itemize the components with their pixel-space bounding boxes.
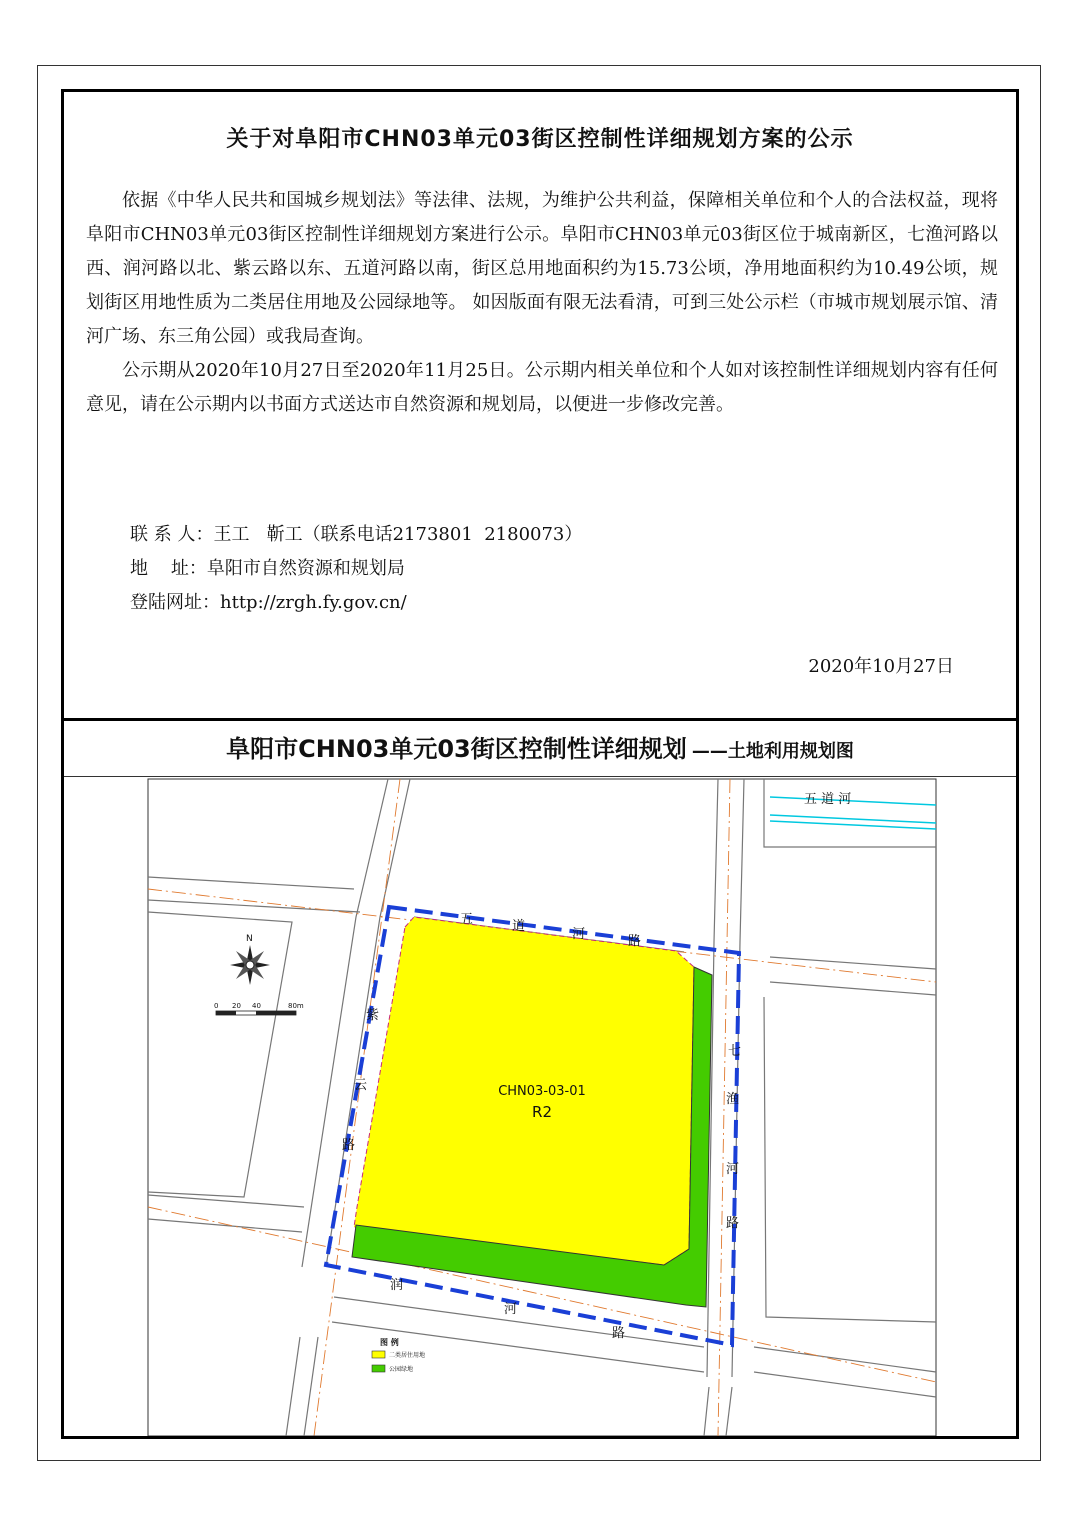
road-west-char-1: 紫	[366, 1008, 380, 1023]
legend-label-residential: 二类居住用地	[389, 1352, 426, 1359]
notice-body	[86, 184, 998, 422]
contact-website: 登陆网址：http://zrgh.fy.gov.cn/	[130, 592, 407, 613]
road-north-char-2: 道	[512, 919, 526, 934]
public-notice	[64, 92, 1016, 718]
map-title: 阜阳市CHN03单元03街区控制性详细规划	[226, 735, 687, 763]
notice-date: 2020年10月27日	[808, 656, 954, 677]
road-west-char-2: 云	[354, 1078, 368, 1093]
road-north-char-1: 五	[460, 912, 474, 927]
contact-person: 联 系 人：王工 靳工（联系电话2173801 2180073）	[130, 524, 583, 545]
notice-paragraph-2: 公示期从2020年10月27日至2020年11月25日。公示期内相关单位和个人如对该控制性详细规划内容有任何意见，请在公示期内以书面方式送达市自然资源和规划局，以便进一步修改完善。	[86, 360, 998, 415]
north-arrow-icon	[230, 945, 270, 985]
legend-swatch-residential	[372, 1351, 385, 1358]
road-south-char-3: 路	[612, 1326, 626, 1341]
scale-bar	[216, 1011, 296, 1015]
road-south-char-1: 润	[390, 1278, 404, 1293]
scale-tick-40: 40	[252, 1002, 261, 1010]
legend-label-green: 公园绿地	[389, 1366, 414, 1373]
road-east-char-3: 河	[726, 1162, 740, 1177]
road-north-char-3: 河	[572, 927, 586, 942]
road-east-char-2: 渔	[726, 1092, 740, 1107]
document-frame	[61, 89, 1019, 1439]
road-west-char-3: 路	[342, 1138, 356, 1153]
land-use-map	[64, 777, 1016, 1436]
parcel-class: R2	[532, 1103, 552, 1121]
land-use-map-drawing	[64, 777, 1016, 1436]
road-south-char-2: 河	[504, 1302, 518, 1317]
scale-tick-0: 0	[214, 1002, 219, 1010]
notice-title: 关于对阜阳市CHN03单元03街区控制性详细规划方案的公示	[226, 127, 854, 152]
legend-swatch-green	[372, 1365, 385, 1372]
notice-paragraph-1: 依据《中华人民共和国城乡规划法》等法律、法规，为维护公共利益，保障相关单位和个人的合法权益，现将阜阳市CHN03单元03街区控制性详细规划方案进行公示。阜阳市CHN03单元03街区位于城南新区，七渔河路以西、润河路以北、紫云路以东、五道河路以南，街区总用地面积约为15.73公顷，净用地面积约为10.49公顷，规划街区用地性质为二类居住用地及公园绿地等。 如因版面有限无法看清，可到三处公示栏（市城市规划展示馆、清河广场、东三角公园）或我局查询。	[86, 190, 998, 347]
scale-tick-80: 80m	[288, 1002, 304, 1010]
road-east-char-4: 路	[726, 1216, 740, 1231]
parcel-code: CHN03-03-01	[498, 1084, 586, 1099]
compass-n-label: N	[246, 934, 253, 944]
contact-address: 地 址：阜阳市自然资源和规划局	[130, 558, 405, 579]
road-north-char-4: 路	[628, 934, 642, 949]
map-subtitle: ——土地利用规划图	[691, 741, 854, 762]
legend-title: 图 例	[380, 1338, 399, 1347]
contact-info	[130, 518, 582, 620]
road-east-char-1: 七	[728, 1044, 742, 1059]
river-label: 五 道 河	[804, 792, 852, 807]
scale-tick-20: 20	[232, 1002, 241, 1010]
map-title-bar	[64, 721, 1016, 777]
